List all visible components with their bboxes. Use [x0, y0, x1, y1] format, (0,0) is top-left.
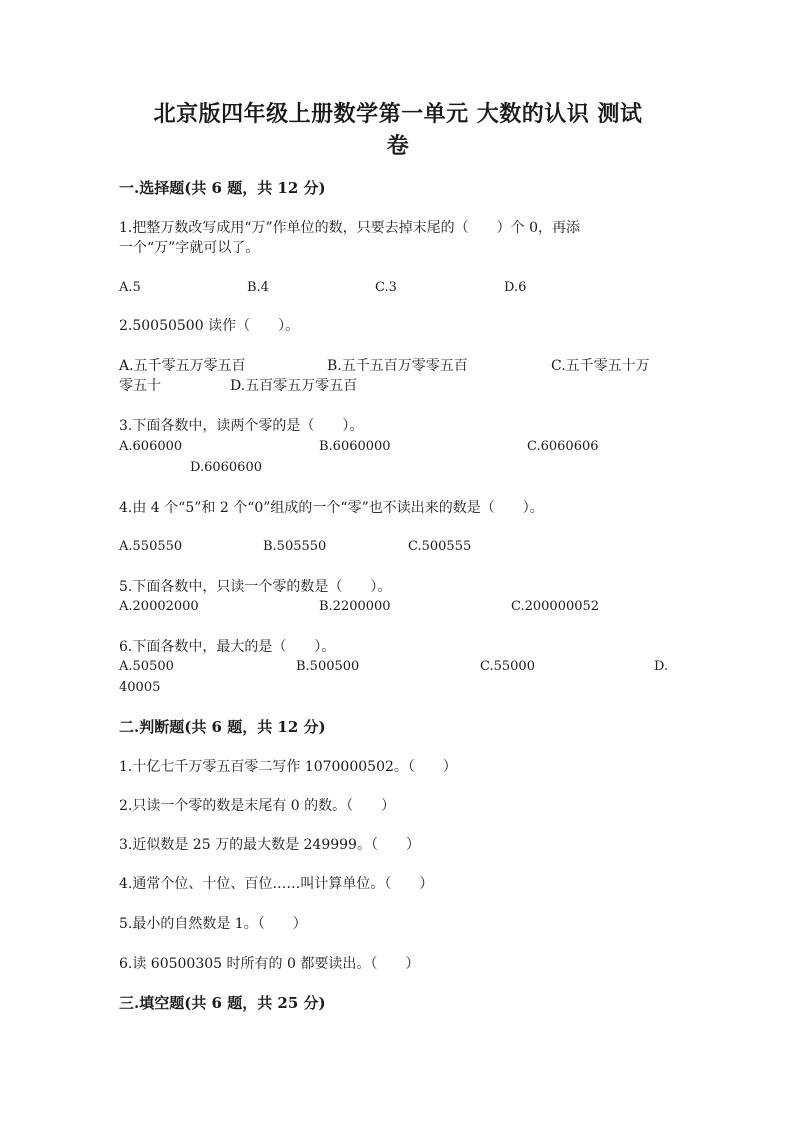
question-5-stem: 5.下面各数中，只读一个零的数是（ ）。 — [119, 579, 392, 595]
section-heading-choice: 一.选择题(共 6 题，共 12 分) — [119, 179, 326, 197]
question-6-stem: 6.下面各数中，最大的是（ ）。 — [119, 639, 336, 655]
exam-title — [118, 98, 678, 162]
judgment-item-1: 1.十亿七千万零五百零二写作 1070000502。（ ） — [119, 759, 457, 775]
question-1-option-b: B.4 — [247, 280, 269, 295]
question-3-option-d: D.6060600 — [190, 460, 262, 475]
question-2-option-b: B.五千五百万零零五百 — [327, 358, 468, 374]
question-1-stem-line2: 一个“万”字就可以了。 — [119, 240, 260, 256]
question-3-option-b: B.6060000 — [319, 439, 391, 454]
question-1-option-a: A.5 — [119, 280, 141, 295]
question-4-option-a: A.550550 — [119, 539, 183, 554]
section-heading-fill-in: 三.填空题(共 6 题，共 25 分) — [119, 994, 326, 1012]
exam-title-line2: 卷 — [386, 133, 410, 159]
question-4-option-c: C.500555 — [408, 539, 472, 554]
question-1-option-c: C.3 — [375, 280, 397, 295]
exam-title-line1: 北京版四年级上册数学第一单元 大数的认识 测试 — [153, 101, 643, 127]
question-4-option-b: B.505550 — [263, 539, 327, 554]
question-2-option-c-continued: 零五十 — [119, 378, 161, 394]
judgment-item-6: 6.读 60500305 时所有的 0 都要读出。（ ） — [119, 956, 420, 972]
question-5-option-a: A.20002000 — [119, 599, 199, 614]
question-4-stem: 4.由 4 个“5”和 2 个“0”组成的一个“零”也不读出来的数是（ ）。 — [119, 500, 544, 516]
question-5-option-c: C.200000052 — [511, 599, 600, 614]
question-3-option-a: A.606000 — [119, 439, 183, 454]
question-6-option-d: D. — [654, 659, 669, 674]
question-1-stem-line1: 1.把整万数改写成用“万”作单位的数，只要去掉末尾的（ ）个 0，再添 — [119, 220, 581, 236]
judgment-item-2: 2.只读一个零的数是末尾有 0 的数。（ ） — [119, 798, 396, 814]
question-1-option-d: D.6 — [504, 280, 527, 295]
question-6-option-c: C.55000 — [480, 659, 535, 674]
question-2-option-d: D.五百零五万零五百 — [230, 378, 358, 394]
question-2-stem: 2.50050500 读作（ ）。 — [119, 318, 300, 334]
judgment-item-4: 4.通常个位、十位、百位……叫计算单位。（ ） — [119, 876, 434, 892]
question-3-stem: 3.下面各数中，读两个零的是（ ）。 — [119, 418, 364, 434]
question-3-option-c: C.6060606 — [527, 439, 599, 454]
judgment-item-3: 3.近似数是 25 万的最大数是 249999。（ ） — [119, 837, 420, 853]
question-2-option-c: C.五千零五十万 — [551, 358, 650, 374]
question-2-option-a: A.五千零五万零五百 — [119, 358, 246, 374]
question-6-option-d-value: 40005 — [119, 680, 161, 695]
question-6-option-a: A.50500 — [119, 659, 174, 674]
section-heading-judgment: 二.判断题(共 6 题，共 12 分) — [119, 718, 326, 736]
question-5-option-b: B.2200000 — [319, 599, 391, 614]
judgment-item-5: 5.最小的自然数是 1。（ ） — [119, 916, 307, 932]
question-6-option-b: B.500500 — [296, 659, 360, 674]
